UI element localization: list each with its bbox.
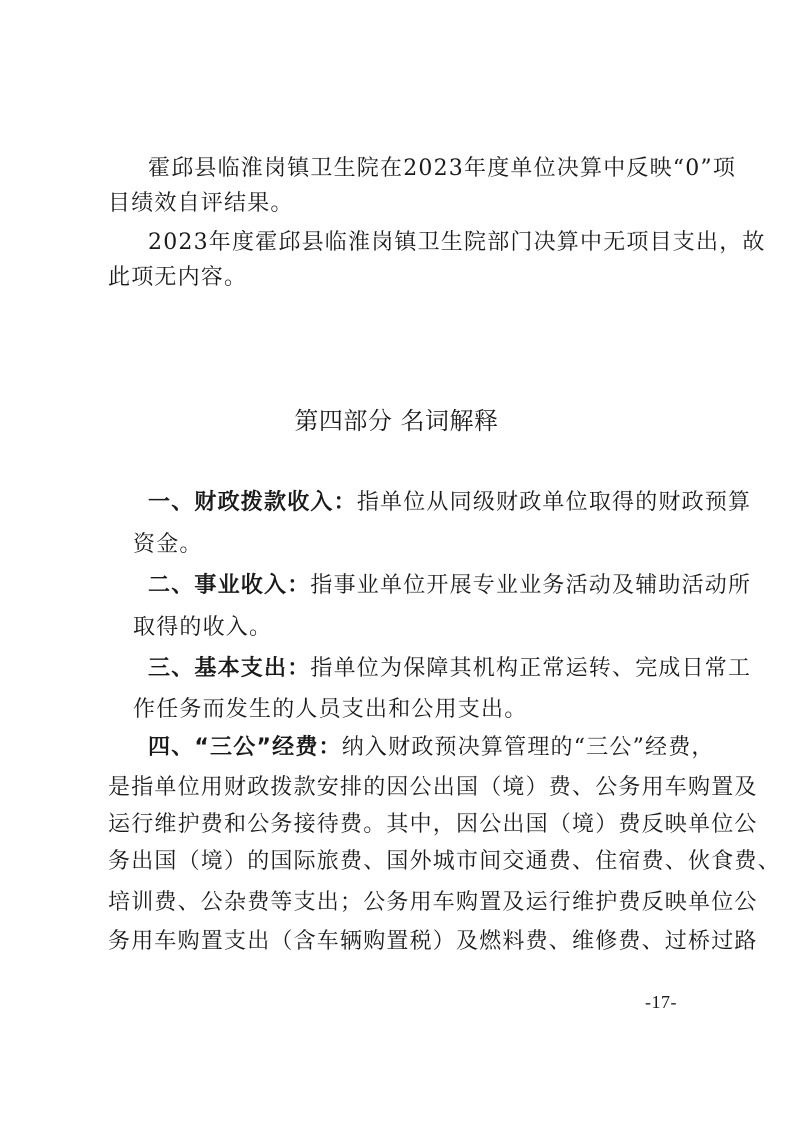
term-2-line-1 xyxy=(148,575,751,597)
term-4-line-5: 培训费、公杂费等支出；公务用车购置及运行维护费反映单位公 xyxy=(108,890,758,915)
term-4-line-2: 是指单位用财政拨款安排的因公出国（境）费、公务用车购置及 xyxy=(108,775,758,800)
term-3-definition: 指单位为保障其机构正常运转、完成日常工 xyxy=(310,656,752,681)
term-3-line-2: 作任务而发生的人员支出和公用支出。 xyxy=(133,697,528,722)
term-4-line-4: 务出国（境）的国际旅费、国外城市间交通费、住宿费、伙食费、 xyxy=(108,849,781,874)
intro-paragraph-2-line-1: 2023年度霍邱县临淮岗镇卫生院部门决算中无项目支出，故 xyxy=(148,230,766,255)
intro-paragraph-2-line-2: 此项无内容。 xyxy=(108,265,248,290)
section-title: 第四部分 名词解释 xyxy=(294,407,499,435)
term-3-label: 三、基本支出： xyxy=(148,656,311,681)
term-3-line-1 xyxy=(148,658,751,680)
term-2-line-2: 取得的收入。 xyxy=(133,615,273,640)
term-2-label: 二、事业收入： xyxy=(148,573,311,598)
term-4-definition: 纳入财政预决算管理的“三公”经费， xyxy=(341,735,715,760)
intro-paragraph-1-line-1: 霍邱县临淮岗镇卫生院在2023年度单位决算中反映“0”项 xyxy=(148,156,737,181)
term-4-line-3: 运行维护费和公务接待费。其中，因公出国（境）费反映单位公 xyxy=(108,812,758,837)
term-4-line-6: 务用车购置支出（含车辆购置税）及燃料费、维修费、过桥过路 xyxy=(108,929,758,954)
term-4-label: 四、“三公”经费： xyxy=(148,735,342,760)
term-4-line-1 xyxy=(148,737,715,759)
term-2-definition: 指事业单位开展专业业务活动及辅助活动所 xyxy=(310,573,752,598)
intro-paragraph-1-line-2: 目绩效自评结果。 xyxy=(108,191,294,216)
term-1-label: 一、财政拨款收入： xyxy=(148,490,357,515)
term-1-definition: 指单位从同级财政单位取得的财政预算 xyxy=(356,490,752,515)
page-number: -17- xyxy=(645,992,677,1012)
term-1-line-1 xyxy=(148,492,751,514)
term-1-line-2: 资金。 xyxy=(133,532,203,557)
